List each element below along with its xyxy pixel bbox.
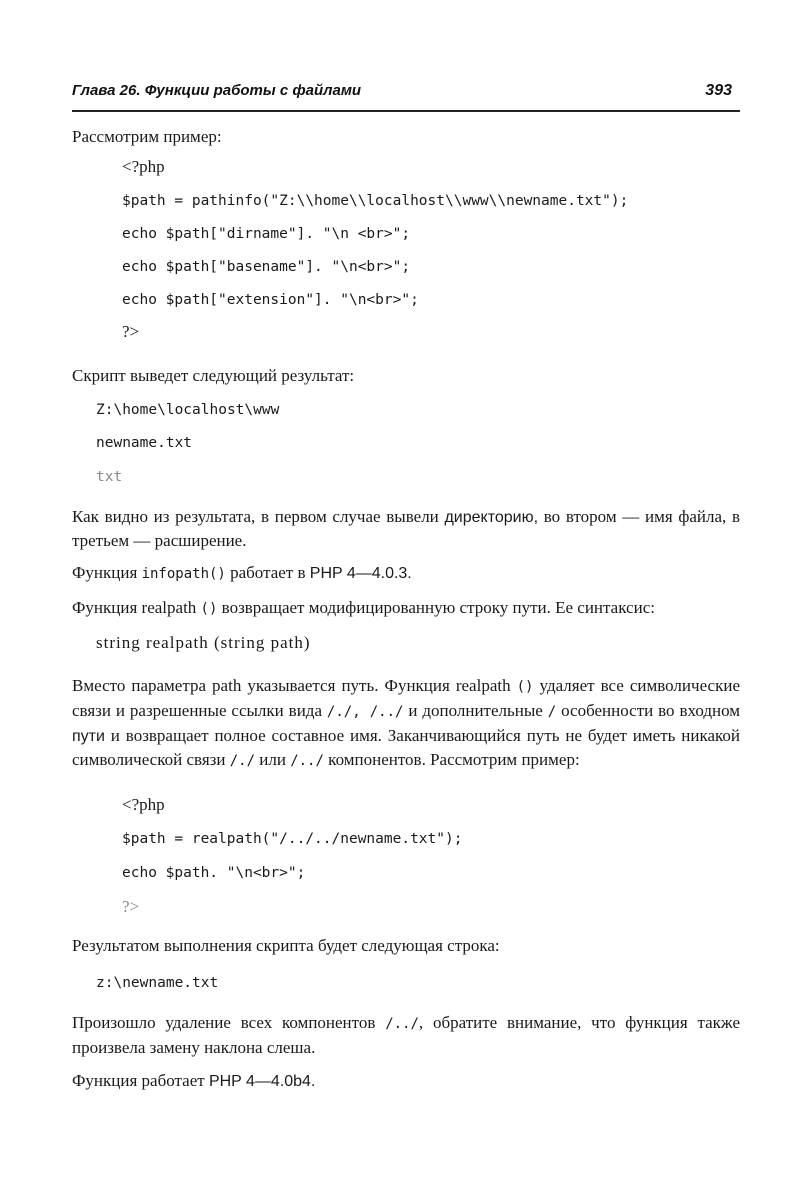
output-line: newname.txt (96, 435, 193, 451)
code-line: $path = realpath("/../../newname.txt"); (122, 831, 463, 847)
output-line-realpath: z:\newname.txt (96, 975, 219, 991)
paragraph-components-removed: Произошло удаление всех компонентов /../, обратите внимание, что функция также произвела замену наклона слеша. (72, 1013, 740, 1057)
code-line: echo $path["basename"]. "\n<br>"; (122, 259, 411, 275)
syntax-line: string realpath (string path) (96, 633, 311, 652)
code-line: echo $path["dirname"]. "\n <br>"; (122, 226, 411, 242)
page-number: 393 (705, 82, 732, 99)
code-line: <?php (122, 157, 165, 176)
code-line: ?> (122, 322, 140, 341)
code-line: echo $path["extension"]. "\n<br>"; (122, 292, 419, 308)
paragraph-realpath-intro: Функция realpath () возвращает модифицированную строку пути. Ее синтаксис: (72, 598, 655, 617)
paragraph-result-explanation: Как видно из результата, в первом случае вывели директорию, во втором — имя файла, в третьем — расширение. (72, 507, 740, 550)
intro-text-1: Рассмотрим пример: (72, 127, 222, 146)
paragraph-infopath-version: Функция infopath() работает в PHP 4—4.0.3. (72, 563, 412, 582)
code-line: ?> (122, 897, 140, 916)
code-line: $path = pathinfo("Z:\\home\\localhost\\www\\newname.txt"); (122, 193, 629, 209)
paragraph-realpath-version: Функция работает PHP 4—4.0b4. (72, 1071, 316, 1090)
header-rule (72, 110, 740, 112)
output-line: Z:\home\localhost\www (96, 402, 280, 418)
output-line: txt (96, 469, 123, 485)
code-line: echo $path. "\n<br>"; (122, 865, 306, 881)
intro-text-3: Результатом выполнения скрипта будет следующая строка: (72, 936, 500, 955)
chapter-title: Глава 26. Функции работы с файлами (72, 82, 362, 99)
code-line: <?php (122, 795, 165, 814)
paragraph-realpath-description: Вместо параметра path указывается путь. Функция realpath () удаляет все символические связи и разрешенные ссылки вида /./, /../ и дополнительные / особенности во входном пути и возвращает полное составное имя. Заканчивающийся путь не будет иметь никакой символической связи /./ или /../ компонентов. Рассмотрим пример: (72, 676, 741, 769)
intro-text-2: Скрипт выведет следующий результат: (72, 366, 355, 385)
